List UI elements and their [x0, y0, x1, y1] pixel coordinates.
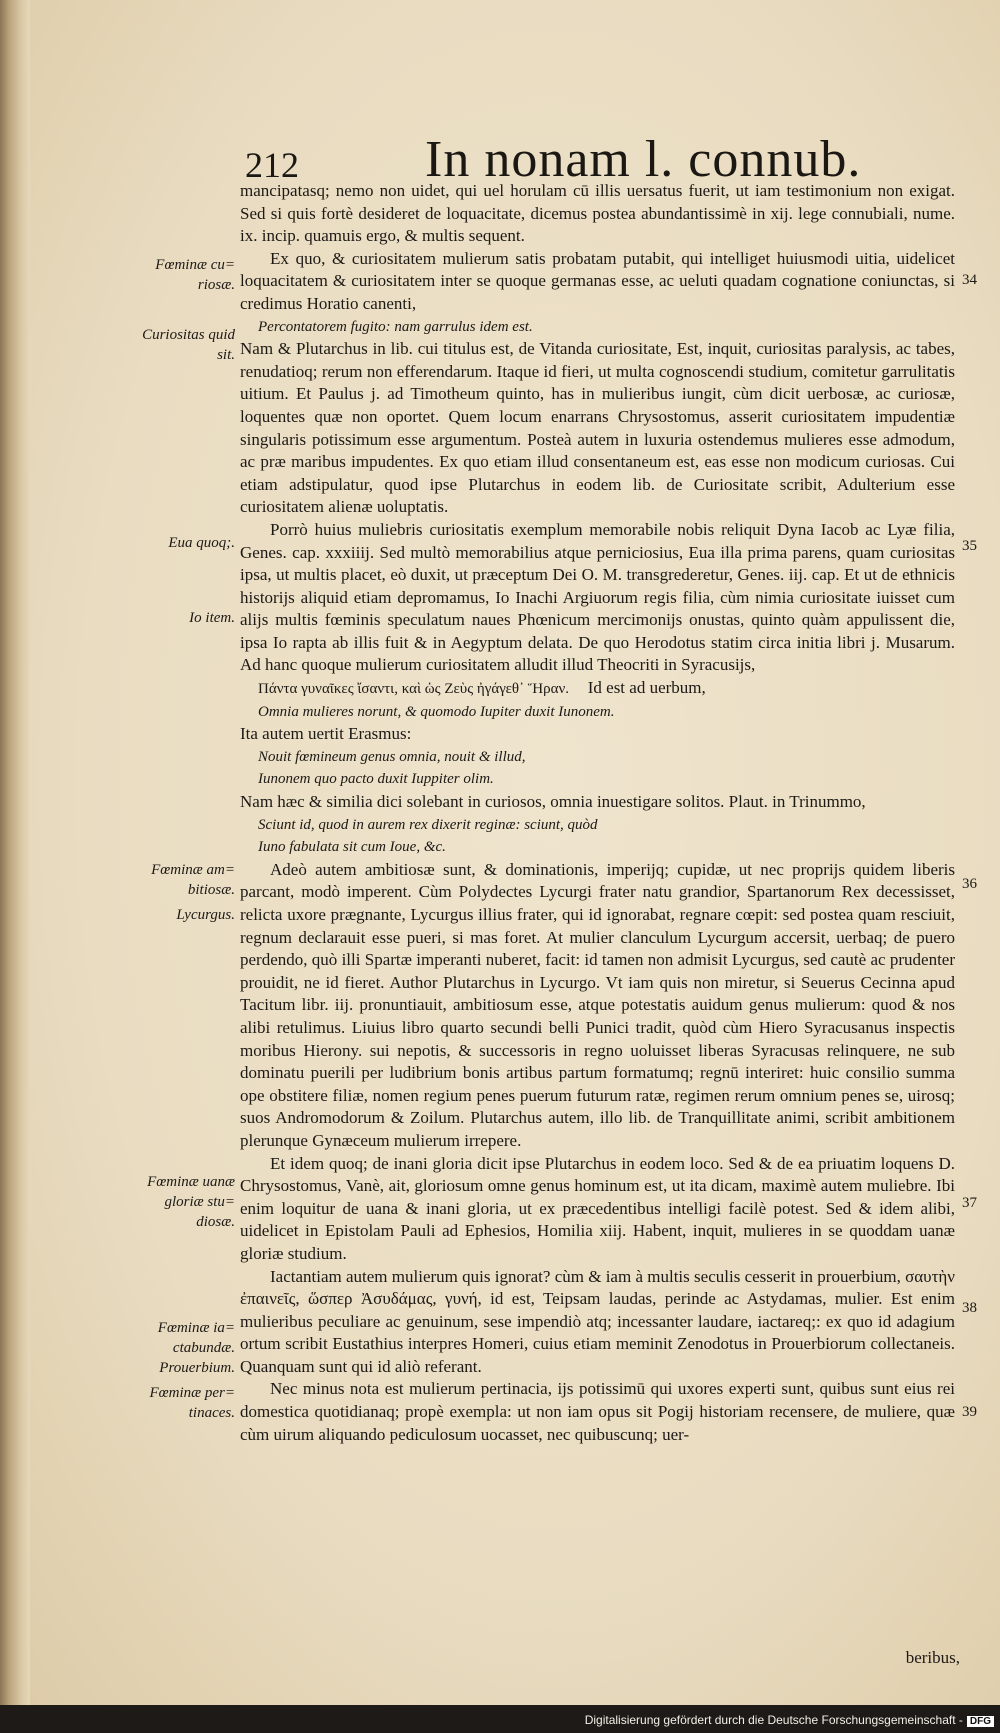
- margin-note: Fœminæ ia= ctabundæ. Prouerbium.: [157, 1320, 235, 1376]
- verse-quote: Iuno fabulata sit cum Ioue, &c.: [258, 839, 446, 856]
- margin-note: Fœminæ per= tinaces.: [149, 1385, 235, 1421]
- credit-text: Digitalisierung gefördert durch die Deutsche Forschungsgemeinschaft -: [584, 1713, 963, 1727]
- section-number: 39: [962, 1404, 977, 1420]
- footer-bar: [0, 1705, 1000, 1733]
- paragraph: mancipatasq; nemo non uidet, qui uel horulam cū illis uersatus fuerit, ut iam testimonium non exigat. Sed si quis fortè desideret de loquacitate, dicemus postea abundantissimè in xij. lege connubiali, nume. ix. incip. quamuis ergo, & multis sequent.: [240, 181, 955, 246]
- margin-note: Io item.: [189, 610, 235, 626]
- catchword: beribus,: [905, 1648, 960, 1667]
- paragraph: Nam & Plutarchus in lib. cui titulus est, de Vitanda curiositate, Est, inquit, curiositas paralysis, ac tabes, renudatioq; rerum non efferendarum. Itaque id fieri, ut multa cognoscendi studium, comitetur garrulitatis uitium. Et Paulus j. ad Timotheum quinto, has in mulieribus iungit, cùm dicit uerbosæ, ac curiosæ, loquentes quæ non oportet. Quem locum enarrans Chrysostomus, asserit curiositatem impudentiæ singularis potissimum esse argumentum. Posteà autem in luxuria ostendemus mulieres esse admodum, ac præ maribus impudentes. Ex quo etiam illud consentaneum est, eas esse non modicum curiosas. Cui etiam adstipulatur, quod ipse Plutarchus in eodem lib. de Curiositate scribit, Adulterium esse curiositatem alienæ uoluptatis.: [240, 339, 955, 517]
- paragraph: Et idem quoq; de inani gloria dicit ipse Plutarchus in eodem loco. Sed & de ea priuatim loquens D. Chrysostomus, Vanè, ait, gloriosum omne genus hominum est, ut ita dicam, maximè autem muliebre. Ibi enim loquitur de uana & inani gloria, ut ex præcedentibus intelligi facilè potest. Sed & idem alibi, uidelicet in Epistolam Pauli ad Ephesios, Homilia xiij. Habent, inquit, mulieres in se quoddam uanæ gloriæ studium.: [240, 1153, 955, 1263]
- section-number: 36: [962, 876, 977, 892]
- paragraph: Nam hæc & similia dici solebant in curiosos, omnia inuestigare solitos. Plaut. in Trinummo,: [240, 792, 866, 812]
- page-number: 212: [245, 145, 299, 185]
- footer-credit: [585, 1713, 994, 1727]
- verse-quote: Nouit fœmineum genus omnia, nouit & illud,: [258, 748, 526, 765]
- section-number: 37: [962, 1195, 977, 1211]
- greek-line: Πάντα γυναῖκες ἴσαντι, καὶ ὡς Ζεὺς ἠγάγεθ᾽ Ἥραν.: [258, 681, 569, 698]
- section-number: 35: [962, 538, 977, 554]
- paragraph: Adeò autem ambitiosæ sunt, & dominationis, imperijq; cupidæ, ut nec proprijs quidem liberis parcant, modò imperent. Cùm Polydectes Lycurgi frater natu grandior, Spartanorum Rex decessisset, relicta uxore prægnante, Lycurgus illius frater, qui id ignorabat, regnare cœpit: sed postea quam resciuit, regnum declarauit esse pueri, si mas foret. At mulier clanculum Lycurgum accersit, uerbaq; de puero perdendo, quò illi Spartæ imperanti nuberet, facit: id tamen non admisit Lycurgus, sed cautè ac prudenter prouidit, ne id fieret. Author Plutarchus in Lycurgo. Vt iam quis non miretur, si Seuerus Cecinna apud Tacitum libr. iij. pronuntiauit, ambitiosum esse, atque potestatis auidum genus mulierum: quod & nos alibi retulimus. Liuius libro quarto secundi belli Punici tradit, quòd cùm Hiero Syracusanus inspectis moribus Hierony. sui nepotis, & successoris in regno uoluisset liberas Syracusas relinquere, ne sub dominatu puerili per ludibrium bonis artibus partum formatumq; regnū interiret: huic consilio summa ope obstitere filiæ, nomen regium penes puerum futurum ratæ, regimen rerum omnium penes se, uirosq; suos Andromodorum & Zoilum. Plutarchus autem, illo lib. de Tranquillitate animi, scribit ambitionem plerunque Gynæceum mulierum irrepere.: [240, 859, 955, 1150]
- margin-note: Eua quoq;.: [168, 535, 235, 551]
- paragraph: Porrò huius muliebris curiositatis exemplum memorabile nobis reliquit Dyna Iacob ac Lyæ filia, Genes. cap. xxxiiij. Sed multò memorabilius atque perniciosius, Eua illa prima parens, quam curiositas ipsa, ut multis placet, eò duxit, ut præceptum Dei O. M. transgrederetur, Genes. iij. cap. Et ut de ethnicis historijs aliquid etiam depromamus, Io Inachi Argiuorum regis filia, cùm nimia curiositate iuisset cum alijs multis fœminis speculatum naues Phœnicum mercimonijs onustas, quinto quàm appulissent die, ipsa Io rapta ab illis fuit & in Aegyptum delata. De quo Herodotus statim circa initia libri j. Musarum. Ad hanc quoque mulierum curiositatem alludit illud Theocriti in Syracusijs,: [240, 519, 955, 675]
- paragraph: Nec minus nota est mulierum pertinacia, ijs potissimū qui uxores experti sunt, quibus sunt eius rei domestica quotidianaq; propè exempla: ut non iam opus sit Pogij historiam recensere, de muliere, quæ cùm uirum aliquando pediculosum uocasset, nec quibuscunq; uer-: [240, 1379, 955, 1444]
- paragraph: Ita autem uertit Erasmus:: [240, 724, 412, 744]
- running-title: In nonam l. connub.: [425, 131, 862, 188]
- margin-note: Lycurgus.: [176, 907, 235, 923]
- margin-note: Fœminæ am= bitiosæ.: [151, 862, 235, 898]
- verse-quote: Iunonem quo pacto duxit Iuppiter olim.: [258, 771, 494, 788]
- main-text: [240, 180, 955, 1446]
- margin-note: Fœminæ cu= riosæ.: [155, 257, 235, 293]
- paragraph: Ex quo, & curiositatem mulierum satis probatam putabit, qui intelliget huiusmodi uitia, uidelicet loquacitatem & curiositatem inter se quoque germanas esse, ac ueluti quadam cognatione coniunctas, si credimus Horatio canenti,: [240, 248, 955, 313]
- verse-quote: Percontatorem fugito: nam garrulus idem est.: [258, 318, 533, 335]
- dfg-logo: DFG: [967, 1716, 994, 1727]
- section-number: 34: [962, 272, 977, 288]
- margin-note: Curiositas quid sit.: [142, 327, 235, 363]
- verse-quote: Sciunt id, quod in aurem rex dixerit reginæ: sciunt, quòd: [258, 816, 598, 833]
- paragraph: Iactantiam autem mulierum quis ignorat? cùm & iam à multis seculis cesserit in prouerbium, σαυτὴν ἐπαινεῖς, ὥσπερ Ἀσυδάμας, γυνή, id est, Teipsam laudas, perinde ac Astydamas, mulier. Est enim mulieribus peculiare ac genuinum, sese impendiò atq; incessanter laudare, iactareq;: ex quo id adagium ortum scribit Eustathius interpres Homeri, cuius etiam meminit Zenodotus in Prouerbiorum collectaneis. Quanquam sunt qui id aliò referant.: [240, 1266, 955, 1376]
- book-binding: [0, 0, 30, 1733]
- translation-note: Id est ad uerbum,: [587, 678, 706, 698]
- verse-quote: Omnia mulieres norunt, & quomodo Iupiter duxit Iunonem.: [258, 703, 615, 720]
- greek-quote: [240, 677, 955, 701]
- margin-note: Fœminæ uanæ gloriæ stu= diosæ.: [147, 1174, 235, 1230]
- section-number: 38: [962, 1300, 977, 1316]
